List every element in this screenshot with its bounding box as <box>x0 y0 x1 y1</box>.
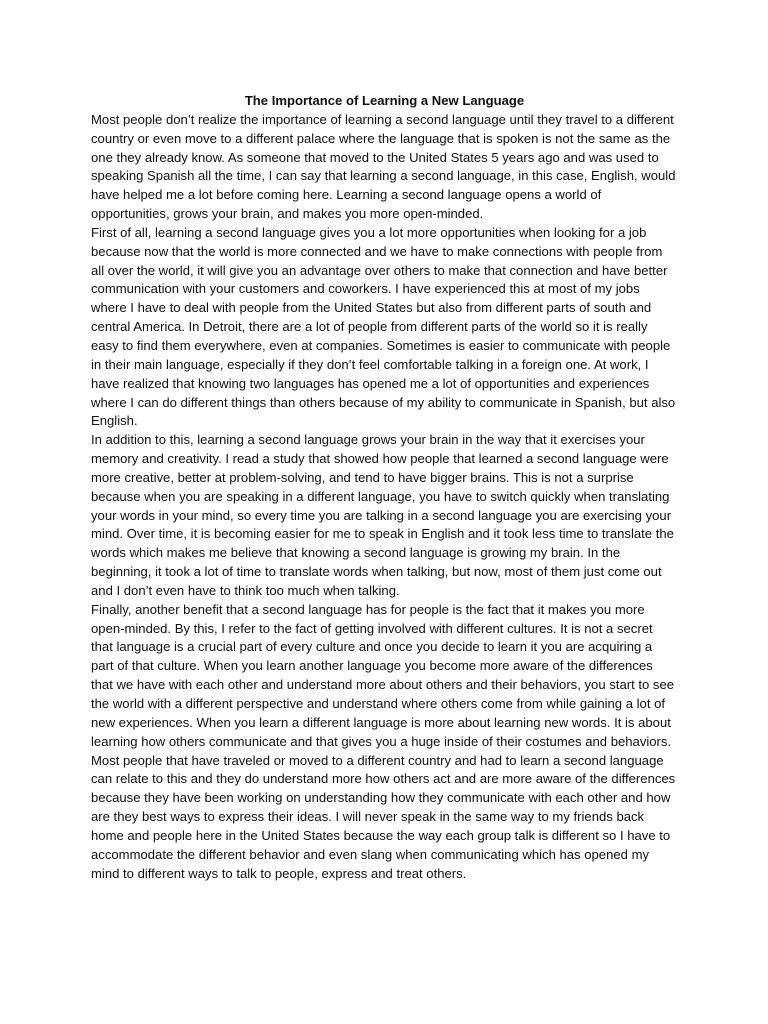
paragraph-brain: In addition to this, learning a second language grows your brain in the way that it exercises your memory and creativity. I read a study that showed how people that learned a second language were more creative, better at problem-solving, and tend to have bigger brains. This is not a surprise because when you are speaking in a different language, you have to switch quickly when translating your words in your mind, so every time you are talking in a second language you are exercising your mind. Over time, it is becoming easier for me to speak in English and it took less time to translate the words which makes me believe that knowing a second language is growing my brain. In the beginning, it took a lot of time to translate words when talking, but now, most of them just come out and I don’t even have to think too much when talking. <box>91 432 674 598</box>
paragraph-opportunities: First of all, learning a second language gives you a lot more opportunities when looking for a job because now that the world is more connected and we have to make connections with people from all over the world, it will give you an advantage over others to make that connection and have better communication with your customers and coworkers. I have experienced this at most of my jobs where I have to deal with people from the United States but also from different parts of south and central America. In Detroit, there are a lot of people from different parts of the world so it is really easy to find them everywhere, even at companies. Sometimes is easier to communicate with people in their main language, especially if they don’t feel comfortable talking in a foreign one. At work, I have realized that knowing two languages has opened me a lot of opportunities and experiences where I can do different things than others because of my ability to communicate in Spanish, but also English. <box>91 224 676 429</box>
document-title: The Importance of Learning a New Language <box>244 93 525 108</box>
document-body <box>91 92 678 883</box>
paragraph-open-minded: Finally, another benefit that a second language has for people is the fact that it makes you more open-minded. By this, I refer to the fact of getting involved with different cultures. It is not a secret that language is a crucial part of every culture and once you decide to learn it you are acquiring a part of that culture. When you learn another language you become more aware of the differences that we have with each other and understand more about others and their behaviors, you start to see the world with a different perspective and understand where others come from while gaining a lot of new experiences. When you learn a different language is more about learning new words. It is about learning how others communicate and that gives you a huge inside of their costumes and behaviors. Most people that have traveled or moved to a different country and had to learn a second language can relate to this and they do understand more how others act and are more aware of the differences because they have been working on understanding how they communicate with each other and how are they best ways to express their ideas. I will never speak in the same way to my friends back home and people here in the United States because the way each group talk is different so I have to accommodate the different behavior and even slang when communicating which has opened my mind to different ways to talk to people, express and treat others. <box>91 601 676 881</box>
paragraph-introduction: Most people don’t realize the importance of learning a second language until they travel to a different country or even move to a different palace where the language that is spoken is not the same as the one they already know. As someone that moved to the United States 5 years ago and was used to speaking Spanish all the time, I can say that learning a second language, in this case, English, would have helped me a lot before coming here. Learning a second language opens a world of opportunities, grows your brain, and makes you more open-minded. <box>91 111 676 222</box>
